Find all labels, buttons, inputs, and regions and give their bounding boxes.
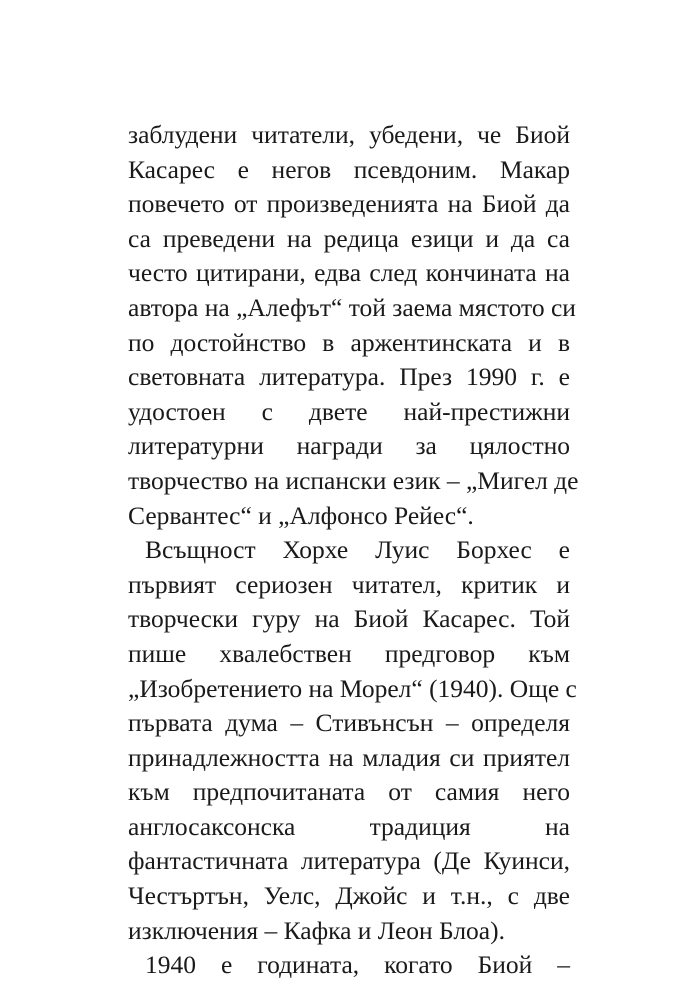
text-line: удостоен с двете най-престижни bbox=[128, 396, 570, 426]
text-line: „Изобретението на Морел“ (1940). Още с bbox=[128, 673, 577, 703]
text-line: по достойнство в аржентинската и в bbox=[128, 327, 570, 357]
text-line: са преведени на редица езици и да са bbox=[128, 223, 570, 253]
text-line: пише хвалебствен предговор към bbox=[128, 638, 570, 668]
text-line: първата дума – Стивънсън – определя bbox=[128, 708, 570, 738]
text-line: англосаксонска традиция на bbox=[128, 811, 570, 841]
text-line: фантастичната литература (Де Куинси, bbox=[128, 846, 570, 876]
text-line: световната литература. През 1990 г. е bbox=[128, 362, 570, 392]
text-line: творчество на испански език – „Мигел де bbox=[128, 465, 579, 495]
text-line: заблудени читатели, убедени, че Биой bbox=[128, 120, 570, 149]
body-text bbox=[128, 118, 579, 983]
text-line: принадлежността на младия си приятел bbox=[128, 742, 570, 772]
text-line: изключения – Кафка и Леон Блоа). bbox=[128, 915, 505, 945]
text-line: Честъртън, Уелс, Джойс и т.н., с две bbox=[128, 881, 570, 911]
text-line: 1940 е годината, когато Биой – bbox=[145, 950, 570, 980]
text-line: Касарес е негов псевдоним. Макар bbox=[128, 154, 570, 184]
text-line: Сервантес“ и „Алфонсо Рейес“. bbox=[128, 500, 474, 530]
text-line: първият сериозен читател, критик и bbox=[128, 569, 570, 599]
text-line: Всъщност Хорхе Луис Борхес е bbox=[145, 535, 570, 565]
text-line: творчески гуру на Биой Касарес. Той bbox=[128, 604, 570, 634]
text-line: литературни награди за цялостно bbox=[128, 431, 570, 461]
text-line: повечето от произведенията на Биой да bbox=[128, 189, 570, 219]
text-line: автора на „Алефът“ той заема мястото си bbox=[128, 292, 576, 322]
text-line: към предпочитаната от самия него bbox=[128, 777, 570, 807]
text-line: често цитирани, едва след кончината на bbox=[128, 258, 570, 288]
